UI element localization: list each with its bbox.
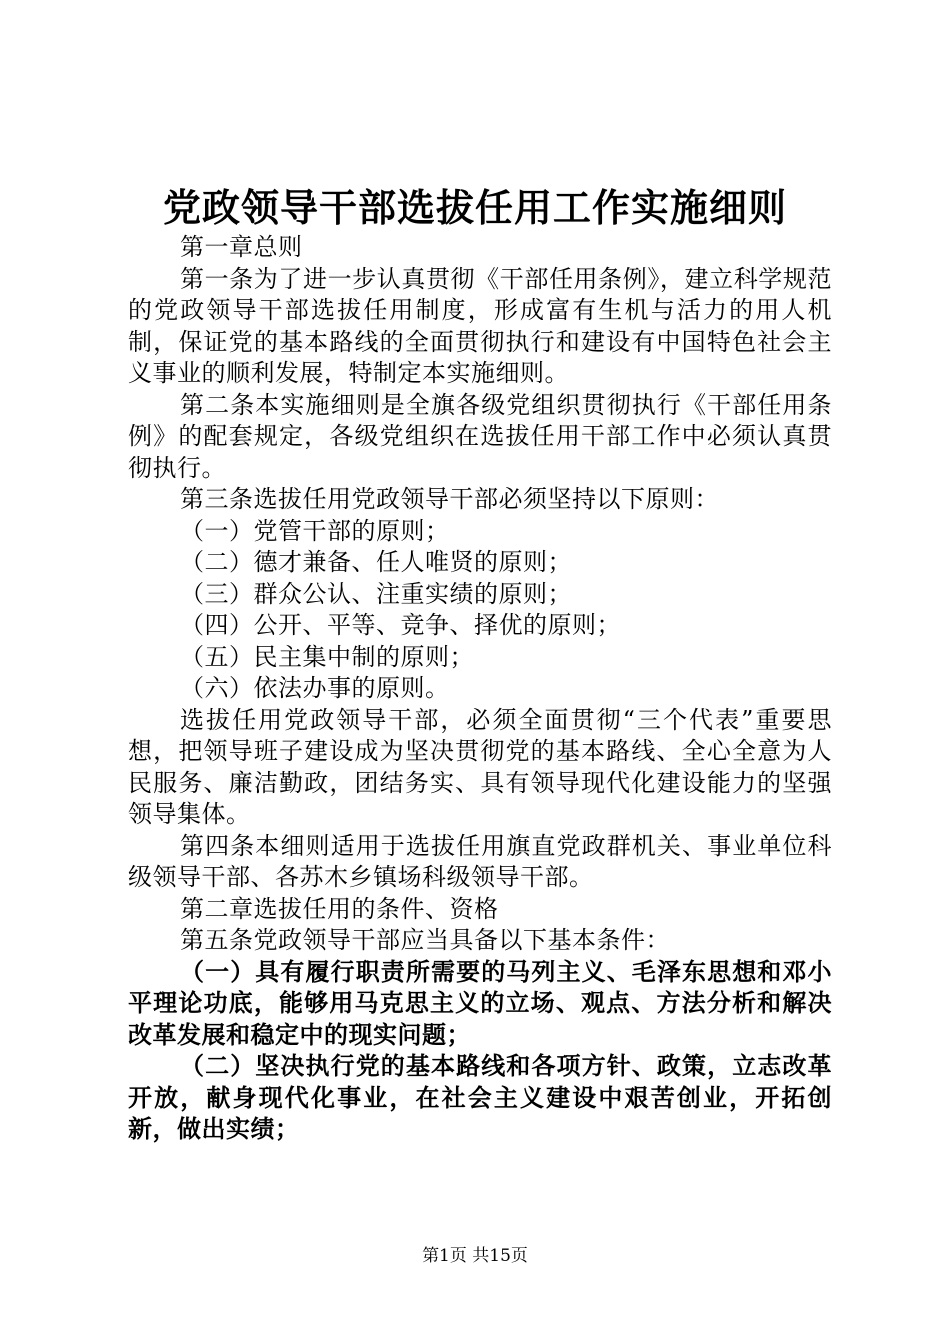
principle-item: （三）群众公认、注重实绩的原则；: [180, 579, 572, 608]
principle-item: （五）民主集中制的原则；: [180, 642, 474, 671]
principle-item: （四）公开、平等、竞争、择优的原则；: [180, 611, 621, 639]
article-paragraph: 第一条为了进一步认真贯彻《干部任用条例》，建立科学规范的党政领导干部选拔任用制度，形成富有生机与活力的用人机制，保证党的基本路线的全面贯彻执行和建设有中国特色社会主义事业的顺利发展，特制定本实施细则。: [128, 264, 832, 387]
document-body: [128, 232, 832, 1146]
principle-item: （六）依法办事的原则。: [180, 674, 450, 702]
article-paragraph: 第四条本细则适用于选拔任用旗直党政群机关、事业单位科级领导干部、各苏木乡镇场科级领导干部。: [128, 831, 832, 891]
condition-item: （一）具有履行职责所需要的马列主义、毛泽东思想和邓小平理论功底，能够用马克思主义的立场、观点、方法分析和解决改革发展和稳定中的现实问题；: [128, 957, 832, 1049]
document-title: 党政领导干部选拔任用工作实施细则: [162, 185, 787, 230]
principle-item: （二）德才兼备、任人唯贤的原则；: [180, 548, 572, 576]
article-paragraph: 第三条选拔任用党政领导干部必须坚持以下原则：: [180, 485, 719, 513]
condition-item: （二）坚决执行党的基本路线和各项方针、政策，立志改革开放，献身现代化事业，在社会主义建设中艰苦创业，开拓创新，做出实绩；: [128, 1052, 832, 1143]
page-number: 第1页 共15页: [422, 1246, 528, 1266]
principle-item: （一）党管干部的原则；: [180, 516, 450, 545]
article-paragraph: 第二条本实施细则是全旗各级党组织贯彻执行《干部任用条例》的配套规定，各级党组织在选拔任用干部工作中必须认真贯彻执行。: [128, 390, 832, 482]
article-paragraph: 选拔任用党政领导干部，必须全面贯彻“三个代表”重要思想，把领导班子建设成为坚决贯彻党的基本路线、全心全意为人民服务、廉洁勤政，团结务实、具有领导现代化建设能力的坚强领导集体。: [128, 705, 832, 828]
chapter-heading: 第一章总则: [180, 233, 303, 261]
article-paragraph: 第五条党政领导干部应当具备以下基本条件：: [180, 926, 670, 954]
chapter-heading: 第二章选拔任用的条件、资格: [180, 894, 499, 923]
